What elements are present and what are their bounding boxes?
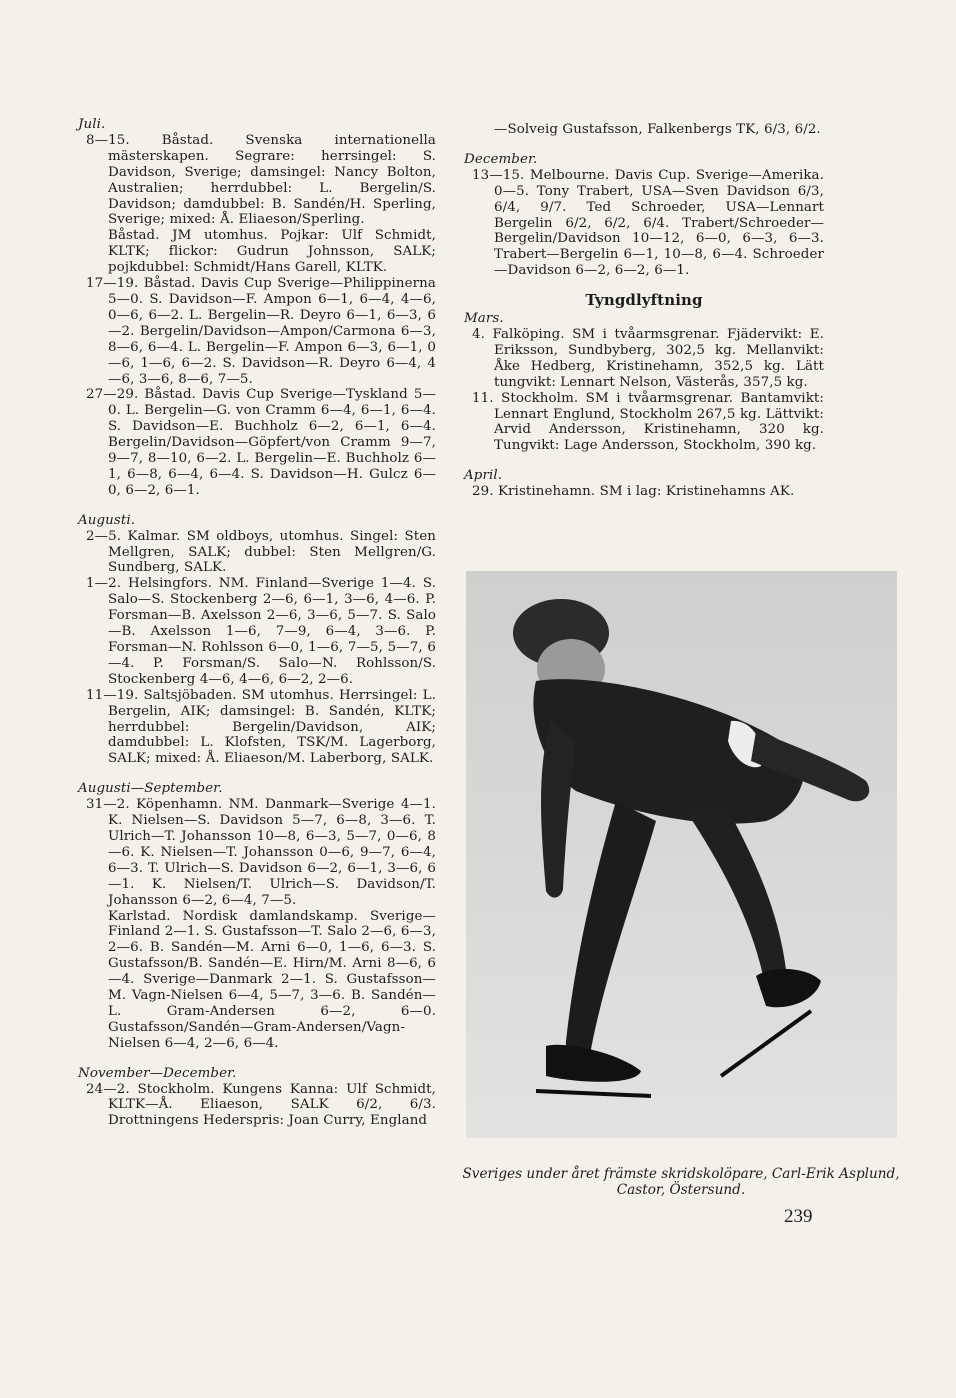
result-entry: 24—2. Stockholm. Kungens Kanna: Ulf Schmidt, KLTK—Å. Eliaeson, SALK 6/2, 6/3. Drottningens Hederspris: Joan Curry, England	[86, 1081, 436, 1129]
result-entry: 11—19. Saltsjöbaden. SM utomhus. Herrsingel: L. Bergelin, AIK; damsingel: B. Sandén, KLTK; herrdubbel: Bergelin/Davidson, AIK; damdubbel: L. Klofsten, TSK/M. Lagerborg, SALK; mixed: Å. Eliaeson/M. Laberborg, SALK.	[86, 687, 436, 767]
result-entry: Båstad. JM utomhus. Pojkar: Ulf Schmidt, KLTK; flickor: Gudrun Johnsson, SALK; pojkdubbel: Schmidt/Hans Garell, KLTK.	[108, 228, 436, 276]
month-heading: Augusti.	[78, 512, 136, 528]
month-heading: Mars.	[464, 311, 504, 327]
right-column	[464, 122, 824, 500]
result-entry: 13—15. Melbourne. Davis Cup. Sverige—Amerika. 0—5. Tony Trabert, USA—Sven Davidson 6/3, 6/4, 9/7. Ted Schroeder, USA—Lennart Bergelin 6/2, 6/2, 6/4. Trabert/Schroeder—Bergelin/Davidson 10—12, 6—0, 6—3, 6—3. Trabert—Bergelin 6—1, 10—8, 6—4. Schroeder—Davidson 6—2, 6—2, 6—1.	[472, 167, 824, 279]
result-entry: 4. Falköping. SM i tvåarmsgrenar. Fjädervikt: E. Eriksson, Sundbyberg, 302,5 kg. Mellanvikt: Åke Hedberg, Kristinehamn, 352,5 kg. Lätt tungvikt: Lennart Nelson, Västerås, 357,5 kg.	[472, 326, 824, 390]
result-entry: 27—29. Båstad. Davis Cup Sverige—Tyskland 5—0. L. Bergelin—G. von Cramm 6—4, 6—1, 6—4. S. Davidson—E. Buchholz 6—2, 6—1, 6—4. Bergelin/Davidson—Göpfert/von Cramm 9—7, 9—7, 8—10, 6—2. L. Bergelin—E. Buchholz 6—1, 6—8, 6—4, 6—4. S. Davidson—H. Gulcz 6—0, 6—2, 6—1.	[86, 387, 436, 498]
skater-illustration	[466, 571, 897, 1138]
section-heading: Tyngdlyftning	[585, 291, 703, 310]
speed-skater-photo	[466, 571, 897, 1138]
month-heading: December.	[464, 151, 538, 167]
month-heading: November—December.	[78, 1065, 237, 1081]
left-column	[78, 117, 436, 1129]
result-entry: 2—5. Kalmar. SM oldboys, utomhus. Singel: Sten Mellgren, SALK; dubbel: Sten Mellgren/G. Sundberg, SALK.	[86, 528, 436, 576]
result-entry: 31—2. Köpenhamn. NM. Danmark—Sverige 4—1. K. Nielsen—S. Davidson 5—7, 6—8, 3—6. T. Ulrich—T. Johansson 10—8, 6—3, 5—7, 0—6, 8—6. K. Nielsen—T. Johansson 0—6, 9—7, 6—4, 6—3. T. Ulrich—S. Davidson 6—2, 6—1, 3—6, 6—1. K. Nielsen/T. Ulrich—S. Davidson/T. Johansson 6—2, 6—4, 7—5.	[86, 797, 436, 908]
month-heading: April.	[464, 468, 503, 484]
result-entry: 8—15. Båstad. Svenska internationella mästerskapen. Segrare: herrsingel: S. Davidson, Sverige; damsingel: Nancy Bolton, Australien; herrdubbel: L. Bergelin/S. Davidson; damdubbel: B. Sandén/H. Sperling, Sverige; mixed: Å. Eliaeson/Sperling.	[86, 132, 436, 228]
result-entry: 1—2. Helsingfors. NM. Finland—Sverige 1—4. S. Salo—S. Stockenberg 2—6, 6—1, 3—6, 4—6. P. Forsman—B. Axelsson 2—6, 3—6, 5—7. S. Salo—B. Axelsson 1—6, 7—9, 6—4, 3—6. P. Forsman—N. Rohlsson 6—0, 1—6, 7—5, 5—7, 6—4. P. Forsman/S. Salo—N. Rohlsson/S. Stockenberg 4—6, 4—6, 6—2, 2—6.	[86, 576, 436, 687]
result-entry: —Solveig Gustafsson, Falkenbergs TK, 6/3, 6/2.	[494, 122, 821, 137]
month-heading: Augusti—September.	[78, 781, 223, 797]
result-entry: 29. Kristinehamn. SM i lag: Kristinehamns AK.	[472, 484, 795, 500]
result-entry: 17—19. Båstad. Davis Cup Sverige—Philippinerna 5—0. S. Davidson—F. Ampon 6—1, 6—4, 4—6, 0—6, 6—2. L. Bergelin—R. Deyro 6—1, 6—3, 6—2. Bergelin/Davidson—Ampon/Carmona 6—3, 8—6, 6—4. L. Bergelin—F. Ampon 6—3, 6—1, 0—6, 1—6, 6—2. S. Davidson—R. Deyro 6—4, 4—6, 3—6, 8—6, 7—5.	[86, 276, 436, 387]
result-entry: 11. Stockholm. SM i tvåarmsgrenar. Bantamvikt: Lennart Englund, Stockholm 267,5 kg. Lättvikt: Arvid Andersson, Kristinehamn, 320 kg. Tungvikt: Lage Andersson, Stockholm, 390 kg.	[472, 390, 824, 454]
result-entry: Karlstad. Nordisk damlandskamp. Sverige—Finland 2—1. S. Gustafsson—T. Salo 2—6, 6—3, 2—6. B. Sandén—M. Arni 6—0, 1—6, 6—3. S. Gustafsson/B. Sandén—E. Hirn/M. Arni 8—6, 6—4. Sverige—Danmark 2—1. S. Gustafsson—M. Vagn-Nielsen 6—4, 5—7, 3—6. B. Sandén—L. Gram-Andersen 6—2, 6—0. Gustafsson/Sandén—Gram-Andersen/Vagn-Nielsen 6—4, 2—6, 6—4.	[108, 908, 436, 1051]
photo-caption: Sveriges under året främste skridskolöpare, Carl-Erik Asplund, Castor, Östersund.	[462, 1165, 900, 1199]
month-heading: Juli.	[78, 117, 106, 132]
page-number: 239	[784, 1206, 813, 1227]
